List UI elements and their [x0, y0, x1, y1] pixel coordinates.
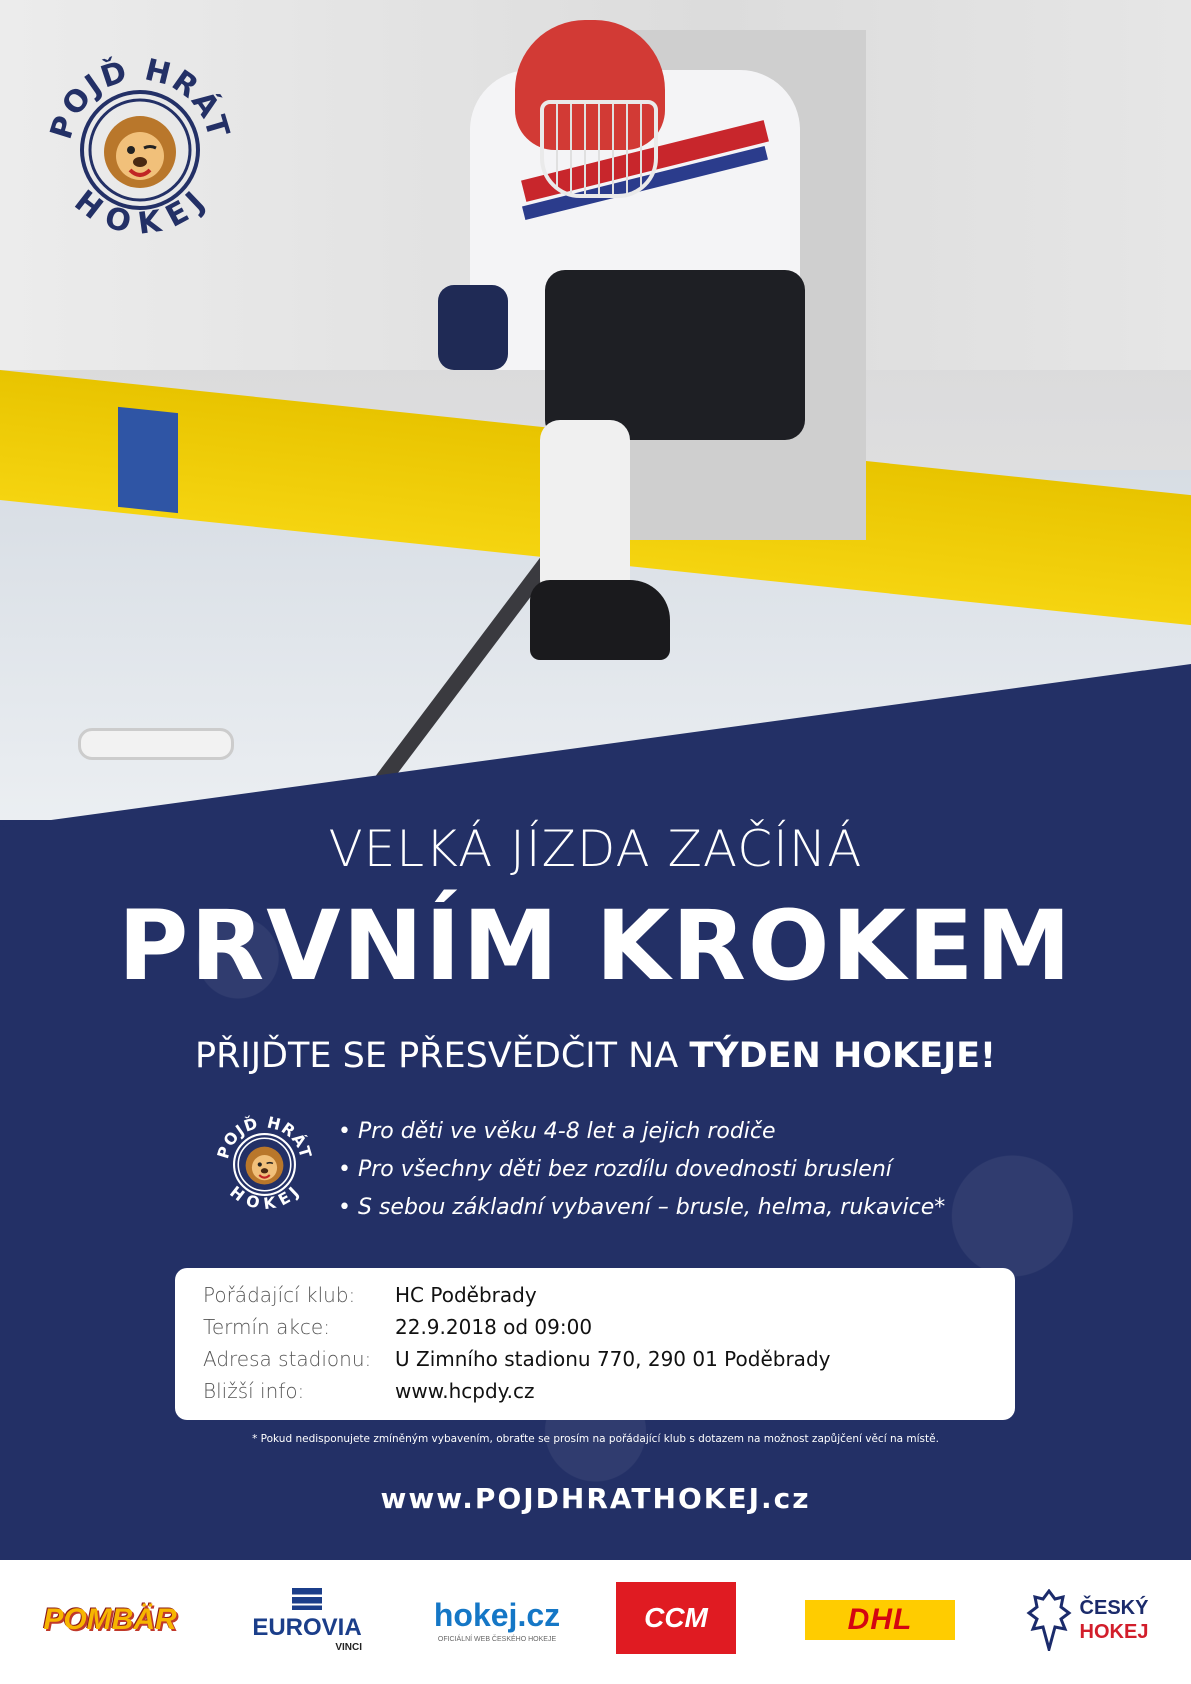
headline-line3 — [0, 1036, 1191, 1076]
lion-crest-icon — [1026, 1589, 1072, 1651]
eurovia-logo — [232, 1582, 382, 1658]
info-row-address — [203, 1342, 830, 1376]
info-value: HC Poděbrady — [395, 1283, 537, 1307]
info-value: 22.9.2018 od 09:00 — [395, 1315, 593, 1339]
dhl-logo: DHL — [805, 1600, 955, 1640]
pojd-hrat-hokej-logo — [40, 50, 240, 250]
headline-line3-regular: PŘIJĎTE SE PŘESVĚDČIT NA — [194, 1036, 690, 1076]
feature-item: • S sebou základní vybavení – brusle, helma, rukavice* — [338, 1189, 945, 1227]
svg-text:POJĎ HRÁT: POJĎ HRÁT — [213, 1112, 316, 1161]
svg-text:HOKEJ: HOKEJ — [67, 183, 214, 242]
info-label: Adresa stadionu: — [203, 1347, 372, 1371]
hokejcz-text: hokej.cz — [433, 1597, 561, 1633]
cesky-hokej-logo — [1012, 1582, 1162, 1658]
svg-text:POJĎ HRÁT: POJĎ HRÁT — [43, 52, 237, 144]
info-label: Bližší info: — [203, 1379, 305, 1403]
headline-main: PRVNÍM KROKEM — [117, 890, 1073, 1002]
ccm-logo: CCM — [616, 1582, 736, 1654]
eurovia-sub: VINCI — [335, 1641, 362, 1653]
cesky-hokej-text — [1080, 1596, 1149, 1644]
website-link[interactable]: www.POJDHRATHOKEJ.cz — [380, 1482, 811, 1515]
svg-text:HOKEJ: HOKEJ — [226, 1181, 304, 1214]
headline-line3-bold: TÝDEN HOKEJE! — [689, 1036, 996, 1076]
footnote: * Pokud nedisponujete zmíněným vybavením, obraťte se prosím na pořádající klub s dotazem na možnost zapůjčení věcí na místě. — [252, 1433, 939, 1445]
feature-list — [338, 1113, 945, 1227]
player-glove — [438, 285, 508, 370]
player-pants — [545, 270, 805, 440]
feature-item: • Pro všechny děti bez rozdílu dovednosti bruslení — [338, 1151, 945, 1189]
pombar-logo: POMBÄR — [43, 1603, 177, 1636]
cesky-line2: HOKEJ — [1079, 1621, 1149, 1643]
hokejcz-logo — [422, 1584, 572, 1656]
eurovia-text: EUROVIA — [252, 1613, 362, 1641]
cesky-line1: ČESKÝ — [1079, 1597, 1149, 1619]
hokejcz-sub: OFICIÁLNÍ WEB ČESKÉHO HOKEJE — [437, 1636, 557, 1643]
info-row-club — [203, 1278, 537, 1312]
info-row-date — [203, 1310, 592, 1344]
player-skate — [530, 580, 670, 660]
info-value: U Zimního stadionu 770, 290 01 Poděbrady — [395, 1347, 831, 1371]
player-sock — [540, 420, 630, 600]
pojd-hrat-hokej-logo-small — [212, 1112, 317, 1217]
info-label: Termín akce: — [203, 1315, 330, 1339]
sponsor-bar — [0, 1560, 1191, 1684]
helmet-cage — [540, 100, 658, 198]
info-label: Pořádající klub: — [203, 1283, 356, 1307]
eurovia-mark-icon — [292, 1588, 322, 1610]
feature-item: • Pro děti ve věku 4-8 let a jejich rodiče — [338, 1113, 945, 1151]
event-info-box — [175, 1268, 1015, 1420]
blue-line-marker — [118, 407, 178, 513]
info-link[interactable]: www.hcpdy.cz — [395, 1379, 535, 1403]
headline-line1: VELKÁ JÍZDA ZAČÍNÁ — [328, 820, 863, 878]
info-row-web — [203, 1374, 535, 1408]
